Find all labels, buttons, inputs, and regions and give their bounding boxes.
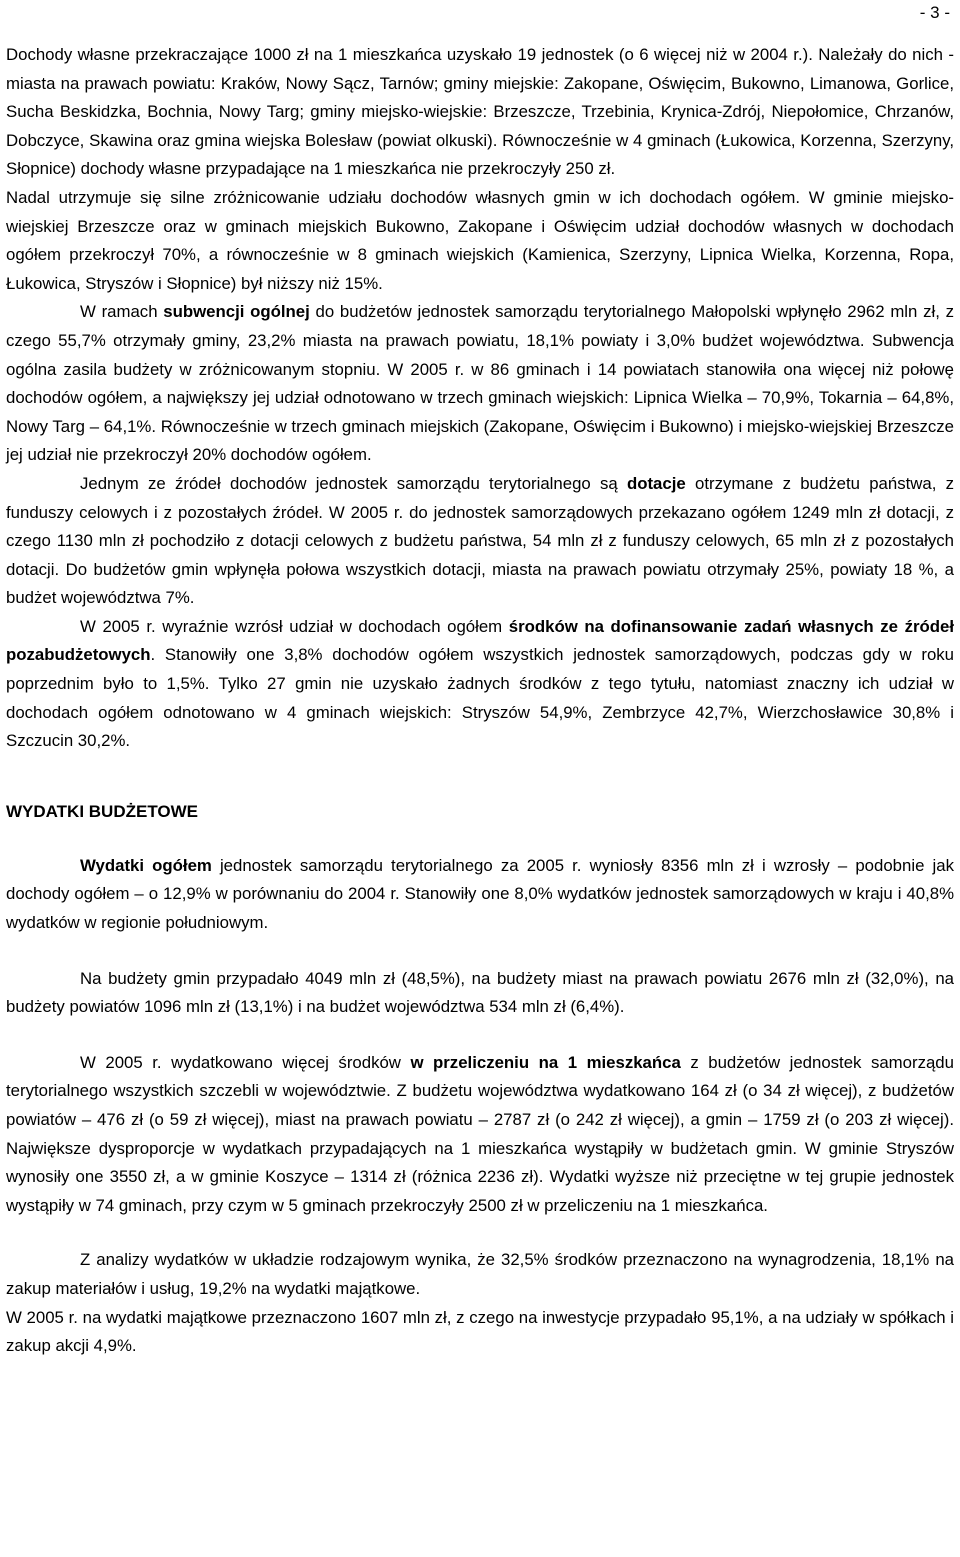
text-run: W 2005 r. wydatkowano więcej środków: [80, 1052, 411, 1072]
text-run: do budżetów jednostek samorządu terytorialnego Małopolski wpłynęło 2962 mln zł, z czego 55,7% otrzymały gminy, 23,2% miasta na prawach powiatu, 18,1% powiaty i 3,0% budżet województwa. Subwencja ogólna zasila budżety w zróżnicowanym stopniu. W 2005 r. w 86 gminach i 14 powiatach stanowiła ona więcej niż połowę dochodów ogółem, a największy jej udział odnotowano w trzech gminach wiejskich: Lipnica Wielka – 70,9%, Tokarnia – 64,8%, Nowy Targ – 64,1%. Równocześnie w trzech gminach miejskich (Zakopane, Oświęcim i Bukowno) i miejsko-wiejskiej Brzeszcze jej udział nie przekroczył 20% dochodów ogółem.: [6, 302, 955, 465]
text-run: z budżetów jednostek samorządu terytorialnego wszystkich szczebli w województwie. Z budżetu województwa wydatkowano 164 zł (o 34 zł więcej), z budżetów powiatów – 476 zł (o 59 zł więcej), miast na prawach powiatu – 2787 zł (o 242 zł więcej), a gmin – 1759 zł (o 203 zł więcej). Największe dysproporcje w wydatkach przypadających na 1 mieszkańca wystąpiły w budżetach gmin. W gminie Stryszów wynosiły one 3550 zł, a w gminie Koszyce – 1314 zł (różnica 2236 zł). Wydatki wyższe niż przeciętne w tej grupie jednostek wystąpiły w 74 gminach, przy czym w 5 gminach przekroczyły 2500 zł w przeliczeniu na 1 mieszkańca.: [6, 1052, 954, 1215]
document-body: [6, 41, 954, 1361]
paragraph-budget-shares: Na budżety gmin przypadało 4049 mln zł (48,5%), na budżety miast na prawach powiatu 2676 mln zł (32,0%), na budżety powiatów 1096 mln zł (13,1%) i na budżet województwa 534 mln zł (6,4%).: [6, 968, 954, 1017]
text-run: W ramach: [80, 302, 164, 322]
text-run: Jednym ze źródeł dochodów jednostek samorządu terytorialnego są: [80, 473, 627, 493]
text-run: . Stanowiły one 3,8% dochodów ogółem wszystkich jednostek samorządowych, podczas gdy w roku poprzednim było to 1,5%. Tylko 27 gmin nie uzyskało żadnych środków z tego tytułu, natomiast znaczny ich udział w dochodach ogółem odnotowano w 4 gminach wiejskich: Stryszów 54,9%, Zembrzyce 42,7%, Wierzchosławice 30,8% i Szczucin 30,2%.: [6, 645, 954, 751]
bold-term-total-expenditures: Wydatki ogółem: [80, 855, 212, 875]
paragraph-own-revenue: Dochody własne przekraczające 1000 zł na 1 mieszkańca uzyskało 19 jednostek (o 6 więcej niż w 2004 r.). Należały do nich - miasta na prawach powiatu: Kraków, Nowy Sącz, Tarnów; gminy miejskie: Zakopane, Oświęcim, Bukowno, Limanowa, Gorlice, Sucha Beskidzka, Bochnia, Nowy Targ; gminy miejsko-wiejskie: Brzeszcze, Trzebinia, Krynica-Zdrój, Niepołomice, Chrzanów, Dobczyce, Skawina oraz gmina wiejska Bolesław (powiat olkuski). Równocześnie w 4 gminach (Łukowica, Korzenna, Szerzyny, Słopnice) dochody własne przypadające na 1 mieszkańca nie przekroczyły 250 zł.: [6, 45, 954, 179]
paragraph-capital-expenditures: W 2005 r. na wydatki majątkowe przeznaczono 1607 mln zł, z czego na inwestycje przypadało 95,1%, a na udziały w spółkach i zakup akcji 4,9%.: [6, 1307, 954, 1356]
text-run: jednostek samorządu terytorialnego za 2005 r. wyniosły 8356 mln zł i wzrosły – podobnie jak dochody ogółem – o 12,9% w porównaniu do 2004 r. Stanowiły one 8,0% wydatków jednostek samorządowych w kraju i 40,8% wydatków w regionie południowym.: [6, 855, 954, 933]
bold-term-grants: dotacje: [626, 473, 686, 493]
page-number: - 3 -: [919, 3, 950, 22]
paragraph-total-expenditures: [6, 852, 954, 938]
paragraph-extra-budgetary-funds: [6, 613, 954, 756]
section-heading-expenditures: WYDATKI BUDŻETOWE: [6, 801, 199, 821]
paragraph-general-subsidy: [6, 298, 954, 470]
text-run: otrzymane z budżetu państwa, z funduszy celowych i z pozostałych źródeł. W 2005 r. do jednostek samorządowych przekazano ogółem 1249 mln zł dotacji, z czego 1130 mln zł pochodziło z dotacji celowych z budżetu państwa, 54 mln zł z funduszy celowych, 65 mln zł z pozostałych dotacji. Do budżetów gmin wpłynęła połowa wszystkich dotacji, miasta na prawach powiatu otrzymały 25%, powiaty 18 %, a budżet województwa 7%.: [6, 473, 954, 608]
paragraph-expenditure-types: Z analizy wydatków w układzie rodzajowym wynika, że 32,5% środków przeznaczono na wynagrodzenia, 18,1% na zakup materiałów i usług, 19,2% na wydatki majątkowe.: [6, 1250, 954, 1298]
text-run: W 2005 r. wyraźnie wzrósł udział w dochodach ogółem: [80, 616, 509, 636]
paragraph-per-capita-expenditures: [6, 1049, 954, 1221]
paragraph-grants: [6, 470, 954, 613]
bold-term-per-capita: w przeliczeniu na 1 mieszkańca: [410, 1052, 681, 1072]
bold-term-extra-budgetary: środków na dofinansowanie zadań własnych ze źródeł pozabudżetowych: [6, 616, 954, 665]
paragraph-revenue-differentiation: Nadal utrzymuje się silne zróżnicowanie udziału dochodów własnych gmin w ich dochodach ogółem. W gminie miejsko-wiejskiej Brzeszcze oraz w gminach miejskich Bukowno, Zakopane i Oświęcim udział dochodów własnych w dochodach ogółem przekroczył 70%, a równocześnie w 8 gminach wiejskich (Kamienica, Szerzyny, Lipnica Wielka, Korzenna, Ropa, Łukowica, Stryszów i Słopnice) był niższy niż 15%.: [6, 187, 954, 293]
bold-term-subsidy: subwencji ogólnej: [163, 302, 310, 322]
